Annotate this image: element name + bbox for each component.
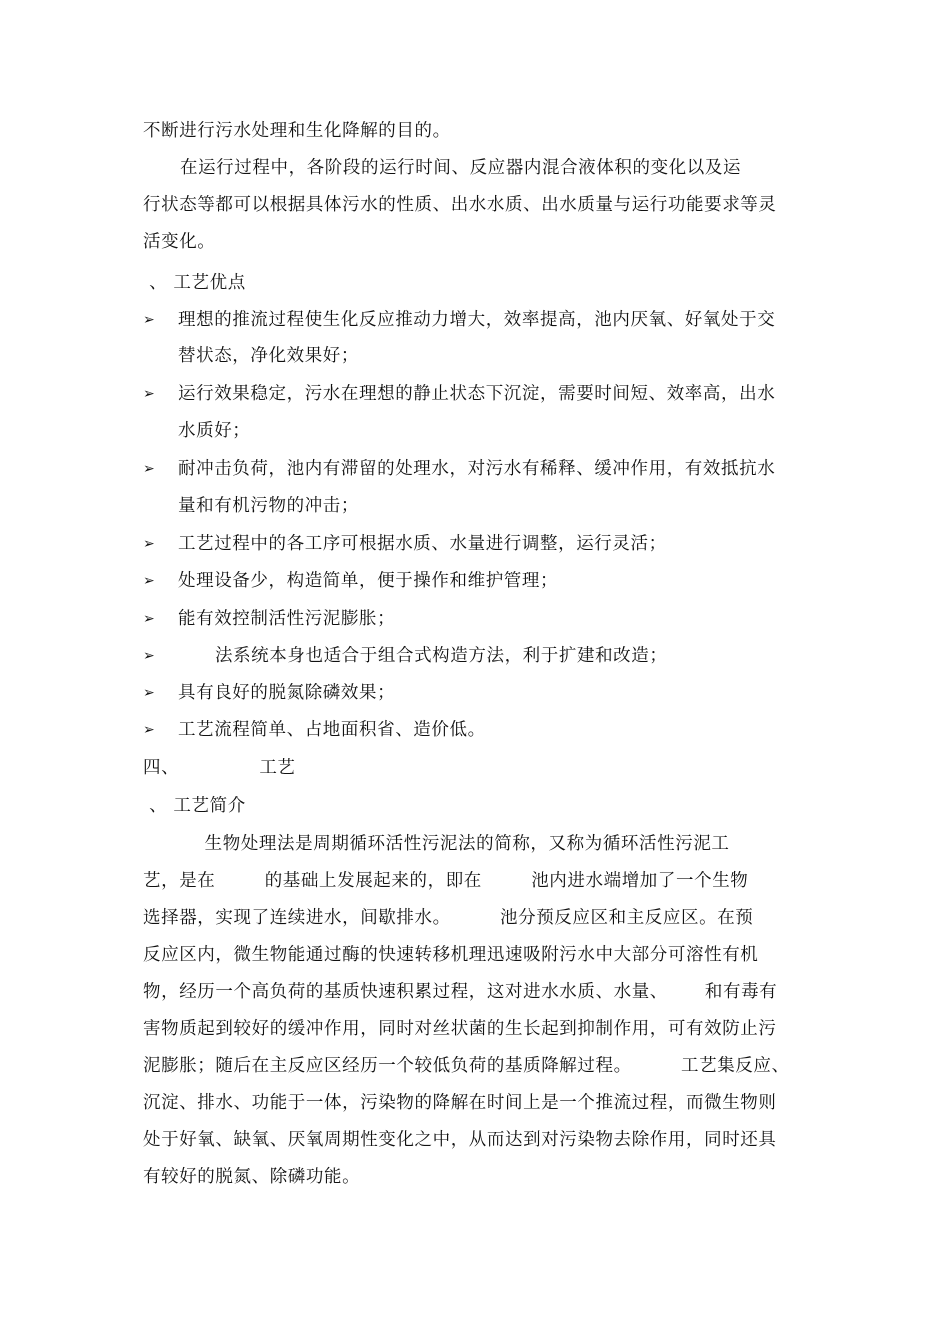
- list-item-text: 替状态，净化效果好；: [178, 346, 359, 366]
- body-line: 害物质起到较好的缓冲作用，同时对丝状菌的生长起到抑制作用，可有效防止污: [143, 1019, 777, 1039]
- body-line: 艺，是在 的基础上发展起来的，即在 池内进水端增加了一个生物: [143, 871, 749, 891]
- list-item-text: 水质好；: [178, 421, 251, 441]
- body-line: 选择器，实现了连续进水，间歇排水。 池分预反应区和主反应区。在预: [143, 908, 754, 928]
- list-item-text: 能有效控制活性污泥膨胀；: [178, 609, 396, 629]
- bullet-arrow-icon: ➢: [143, 611, 155, 627]
- body-line: 有较好的脱氮、除磷功能。: [143, 1167, 361, 1187]
- list-item-text: 法系统本身也适合于组合式构造方法，利于扩建和改造；: [178, 646, 668, 666]
- bullet-arrow-icon: ➢: [143, 722, 155, 738]
- bullet-arrow-icon: ➢: [143, 386, 155, 402]
- bullet-arrow-icon: ➢: [143, 648, 155, 664]
- subsection-heading: 、 工艺简介: [143, 796, 246, 816]
- body-line: 生物处理法是周期循环活性污泥法的简称，又称为循环活性污泥工: [143, 834, 730, 854]
- section-heading-advantages: 、 工艺优点: [143, 273, 246, 293]
- section-heading-4: 四、 工艺: [143, 758, 296, 778]
- bullet-arrow-icon: ➢: [143, 312, 155, 328]
- list-item-text: 理想的推流过程使生化反应推动力增大，效率提高，池内厌氧、好氧处于交: [178, 310, 776, 330]
- list-item-text: 耐冲击负荷，池内有滞留的处理水，对污水有稀释、缓冲作用，有效抵抗水: [178, 459, 776, 479]
- bullet-arrow-icon: ➢: [143, 461, 155, 477]
- body-line: 沉淀、排水、功能于一体，污染物的降解在时间上是一个推流过程，而微生物则: [143, 1093, 777, 1113]
- body-line: 泥膨胀；随后在主反应区经历一个较低负荷的基质降解过程。 工艺集反应、: [143, 1056, 790, 1076]
- bullet-arrow-icon: ➢: [143, 685, 155, 701]
- body-line: 处于好氧、缺氧、厌氧周期性变化之中，从而达到对污染物去除作用，同时还具: [143, 1130, 777, 1150]
- list-item-text: 工艺流程简单、占地面积省、造价低。: [178, 720, 486, 740]
- bullet-arrow-icon: ➢: [143, 536, 155, 552]
- body-line: 物，经历一个高负荷的基质快速积累过程，这对进水水质、水量、 和有毒有: [143, 982, 778, 1002]
- list-item-text: 运行效果稳定，污水在理想的静止状态下沉淀，需要时间短、效率高，出水: [178, 384, 776, 404]
- intro-para-line: 活变化。: [143, 232, 216, 252]
- list-item-text: 工艺过程中的各工序可根据水质、水量进行调整，运行灵活；: [178, 534, 667, 554]
- bullet-arrow-icon: ➢: [143, 573, 155, 589]
- body-line: 反应区内，微生物能通过酶的快速转移机理迅速吸附污水中大部分可溶性有机: [143, 945, 759, 965]
- list-item-text: 量和有机污物的冲击；: [178, 496, 359, 516]
- intro-para-line: 行状态等都可以根据具体污水的性质、出水水质、出水质量与运行功能要求等灵: [143, 195, 777, 215]
- intro-line: 不断进行污水处理和生化降解的目的。: [143, 121, 451, 141]
- list-item-text: 具有良好的脱氮除磷效果；: [178, 683, 396, 703]
- list-item-text: 处理设备少，构造简单，便于操作和维护管理；: [178, 571, 559, 591]
- intro-para-line: 在运行过程中，各阶段的运行时间、反应器内混合液体积的变化以及运: [143, 158, 742, 178]
